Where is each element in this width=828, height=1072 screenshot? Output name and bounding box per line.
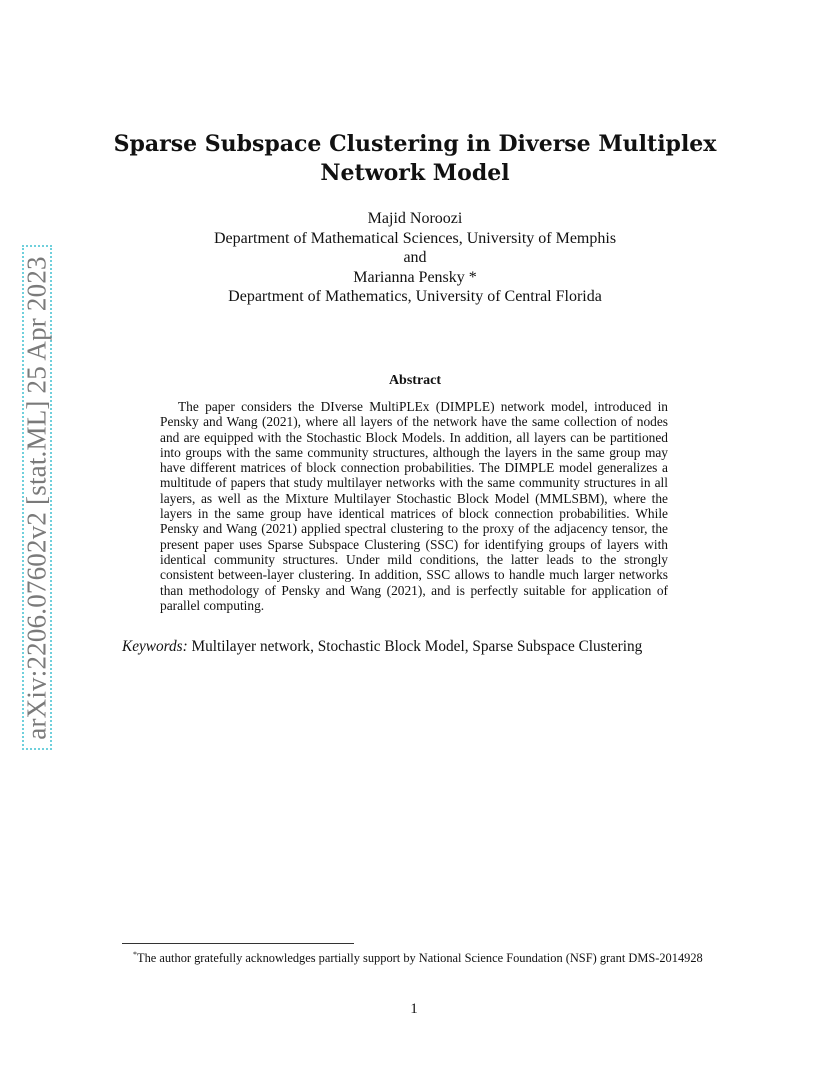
- author-name: Marianna Pensky *: [353, 268, 477, 286]
- arxiv-stamp: [22, 245, 52, 750]
- keywords-label: Keywords:: [122, 638, 188, 655]
- arxiv-id: arXiv:2206.07602v2 [stat.ML] 25 Apr 2023: [21, 255, 52, 740]
- page-number: 1: [410, 1001, 418, 1017]
- author-name: Majid Noroozi: [367, 210, 463, 227]
- author-block: [110, 209, 720, 307]
- abstract-heading: Abstract: [388, 373, 442, 388]
- author-affiliation: Department of Mathematics, University of Central Florida: [228, 288, 602, 305]
- author-separator: and: [403, 249, 427, 266]
- footnote-marker: *: [133, 950, 137, 959]
- footnote: [122, 947, 704, 966]
- paper-title: Sparse Subspace Clustering in Diverse Multiplex Network Model: [113, 131, 717, 186]
- keywords-text: Multilayer network, Stochastic Block Model, Sparse Subspace Clustering: [191, 638, 643, 655]
- keywords: [122, 638, 722, 656]
- footnote-rule: [122, 943, 354, 944]
- abstract-text: The paper considers the DIverse MultiPLEx (DIMPLE) network model, introduced in Pensky and Wang (2021), where all layers of the network have the same collection of nodes and are equipped with the Stochastic Block Models. In addition, all layers can be partitioned into groups with the same community structures, although the layers in the same group may have different matrices of block connection probabilities. The DIMPLE model generalizes a multitude of papers that study multilayer networks with the same community structures in all layers, as well as the Mixture Multilayer Stochastic Block Model (MMLSBM), where the layers in the same group have identical matrices of block connection probabilities. While Pensky and Wang (2021) applied spectral clustering to the proxy of the adjacency tensor, the present paper uses Sparse Subspace Clustering (SSC) for identifying groups of layers with identical community structures. Under mild conditions, the latter leads to the strongly consistent between-layer clustering. In addition, SSC allows to handle much larger networks than methodology of Pensky and Wang (2021), and is perfectly suitable for application of parallel computing.: [160, 399, 668, 613]
- footnote-text: The author gratefully acknowledges partially support by National Science Foundation (NSF) grant DMS-2014928: [137, 951, 703, 966]
- author-affiliation: Department of Mathematical Sciences, University of Memphis: [213, 229, 617, 247]
